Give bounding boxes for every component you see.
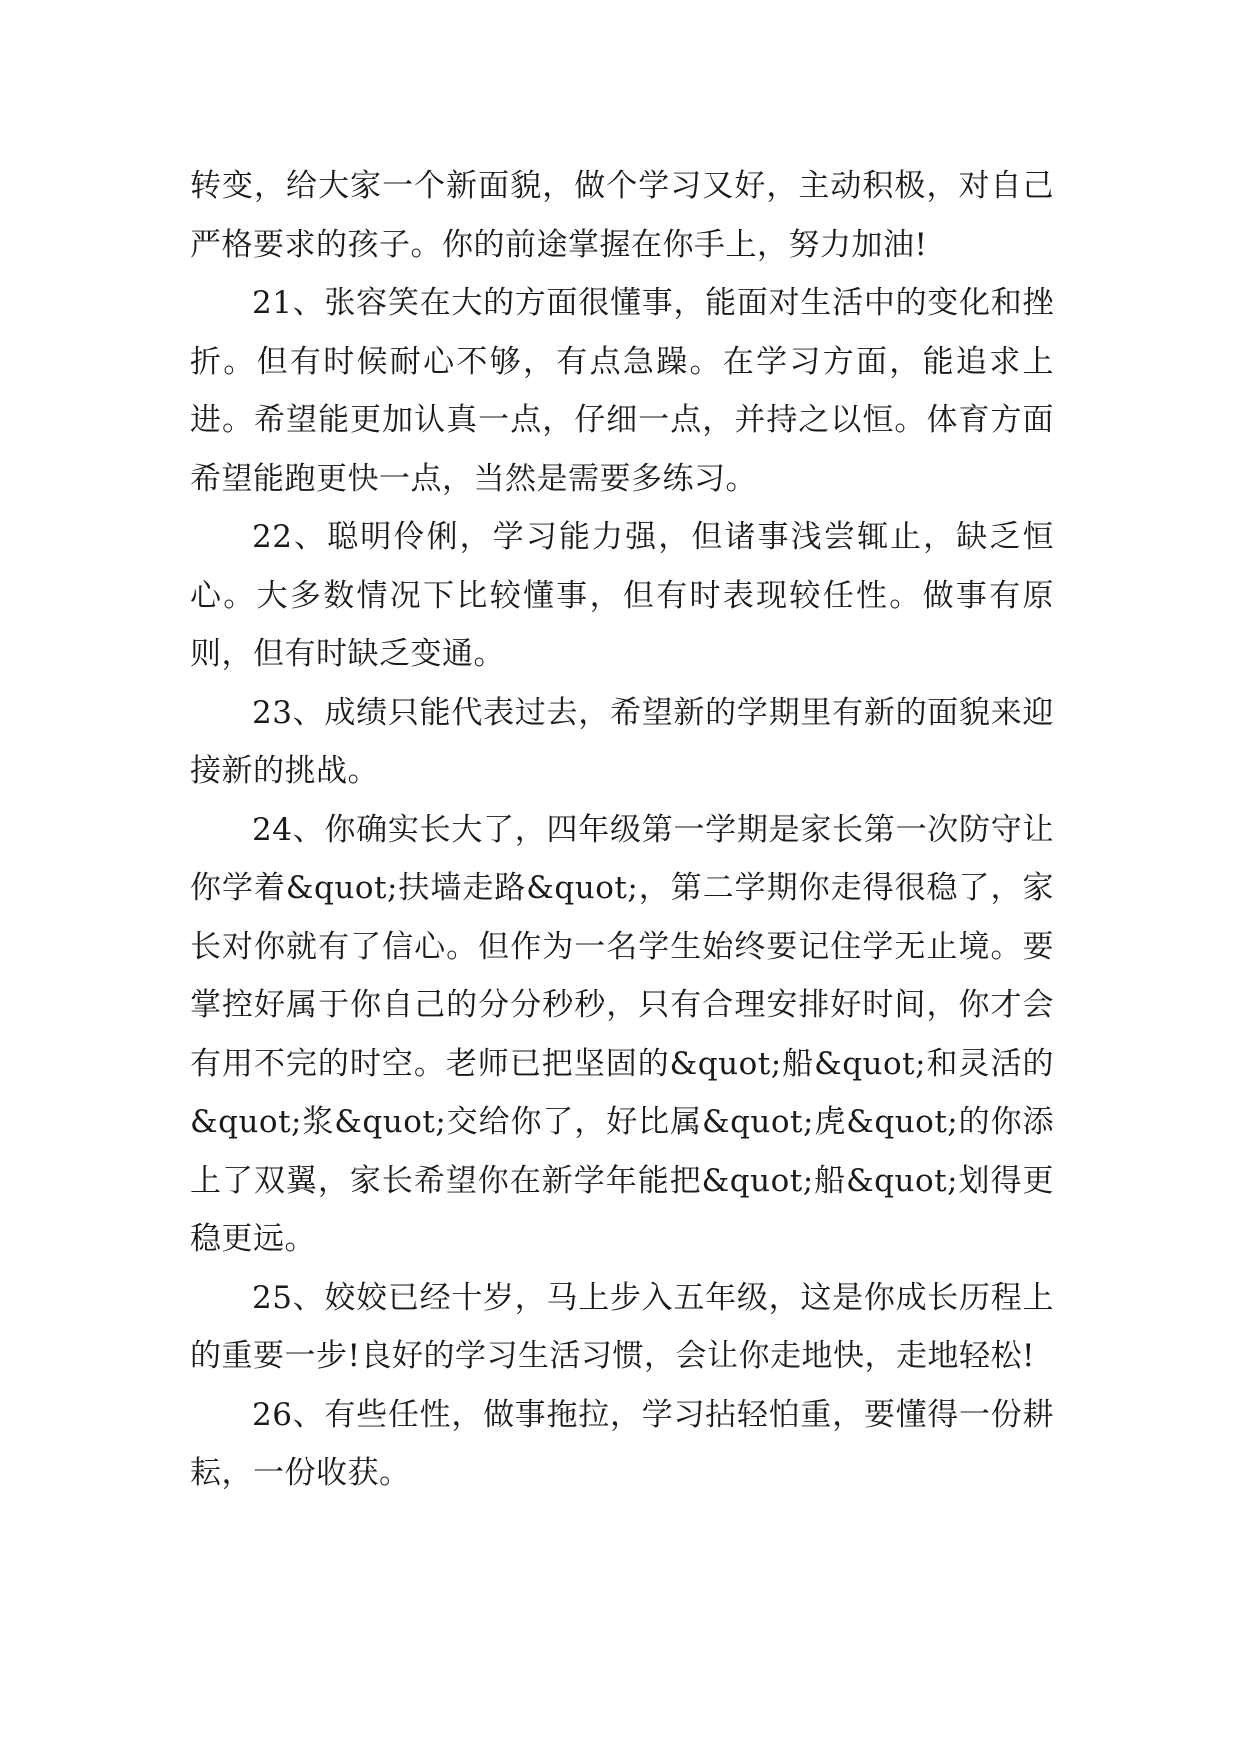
document-body bbox=[190, 157, 1054, 1503]
paragraph-24: 24、你确实长大了，四年级第一学期是家长第一次防守让你学着&quot;扶墙走路&quot;，第二学期你走得很稳了，家长对你就有了信心。但作为一名学生始终要记住学无止境。要掌控好属于你自己的分分秒秒，只有合理安排好时间，你才会有用不完的时空。老师已把坚固的&quot;船&quot;和灵活的&quot;浆&quot;交给你了，好比属&quot;虎&quot;的你添上了双翼，家长希望你在新学年能把&quot;船&quot;划得更稳更远。 bbox=[190, 811, 1054, 1257]
paragraph-continuation: 转变，给大家一个新面貌，做个学习又好，主动积极，对自己严格要求的孩子。你的前途掌握在你手上，努力加油! bbox=[190, 168, 1054, 263]
paragraph-26: 26、有些任性，做事拖拉，学习拈轻怕重，要懂得一份耕耘，一份收获。 bbox=[190, 1396, 1054, 1491]
paragraph-25: 25、姣姣已经十岁，马上步入五年级，这是你成长历程上的重要一步!良好的学习生活习惯，会让你走地快，走地轻松! bbox=[190, 1279, 1054, 1374]
paragraph-21: 21、张容笑在大的方面很懂事，能面对生活中的变化和挫折。但有时候耐心不够，有点急躁。在学习方面，能追求上进。希望能更加认真一点，仔细一点，并持之以恒。体育方面希望能跑更快一点，当然是需要多练习。 bbox=[190, 285, 1054, 497]
paragraph-22: 22、聪明伶俐，学习能力强，但诸事浅尝辄止，缺乏恒心。大多数情况下比较懂事，但有时表现较任性。做事有原则，但有时缺乏变通。 bbox=[190, 519, 1054, 672]
paragraph-23: 23、成绩只能代表过去，希望新的学期里有新的面貌来迎接新的挑战。 bbox=[190, 694, 1054, 789]
